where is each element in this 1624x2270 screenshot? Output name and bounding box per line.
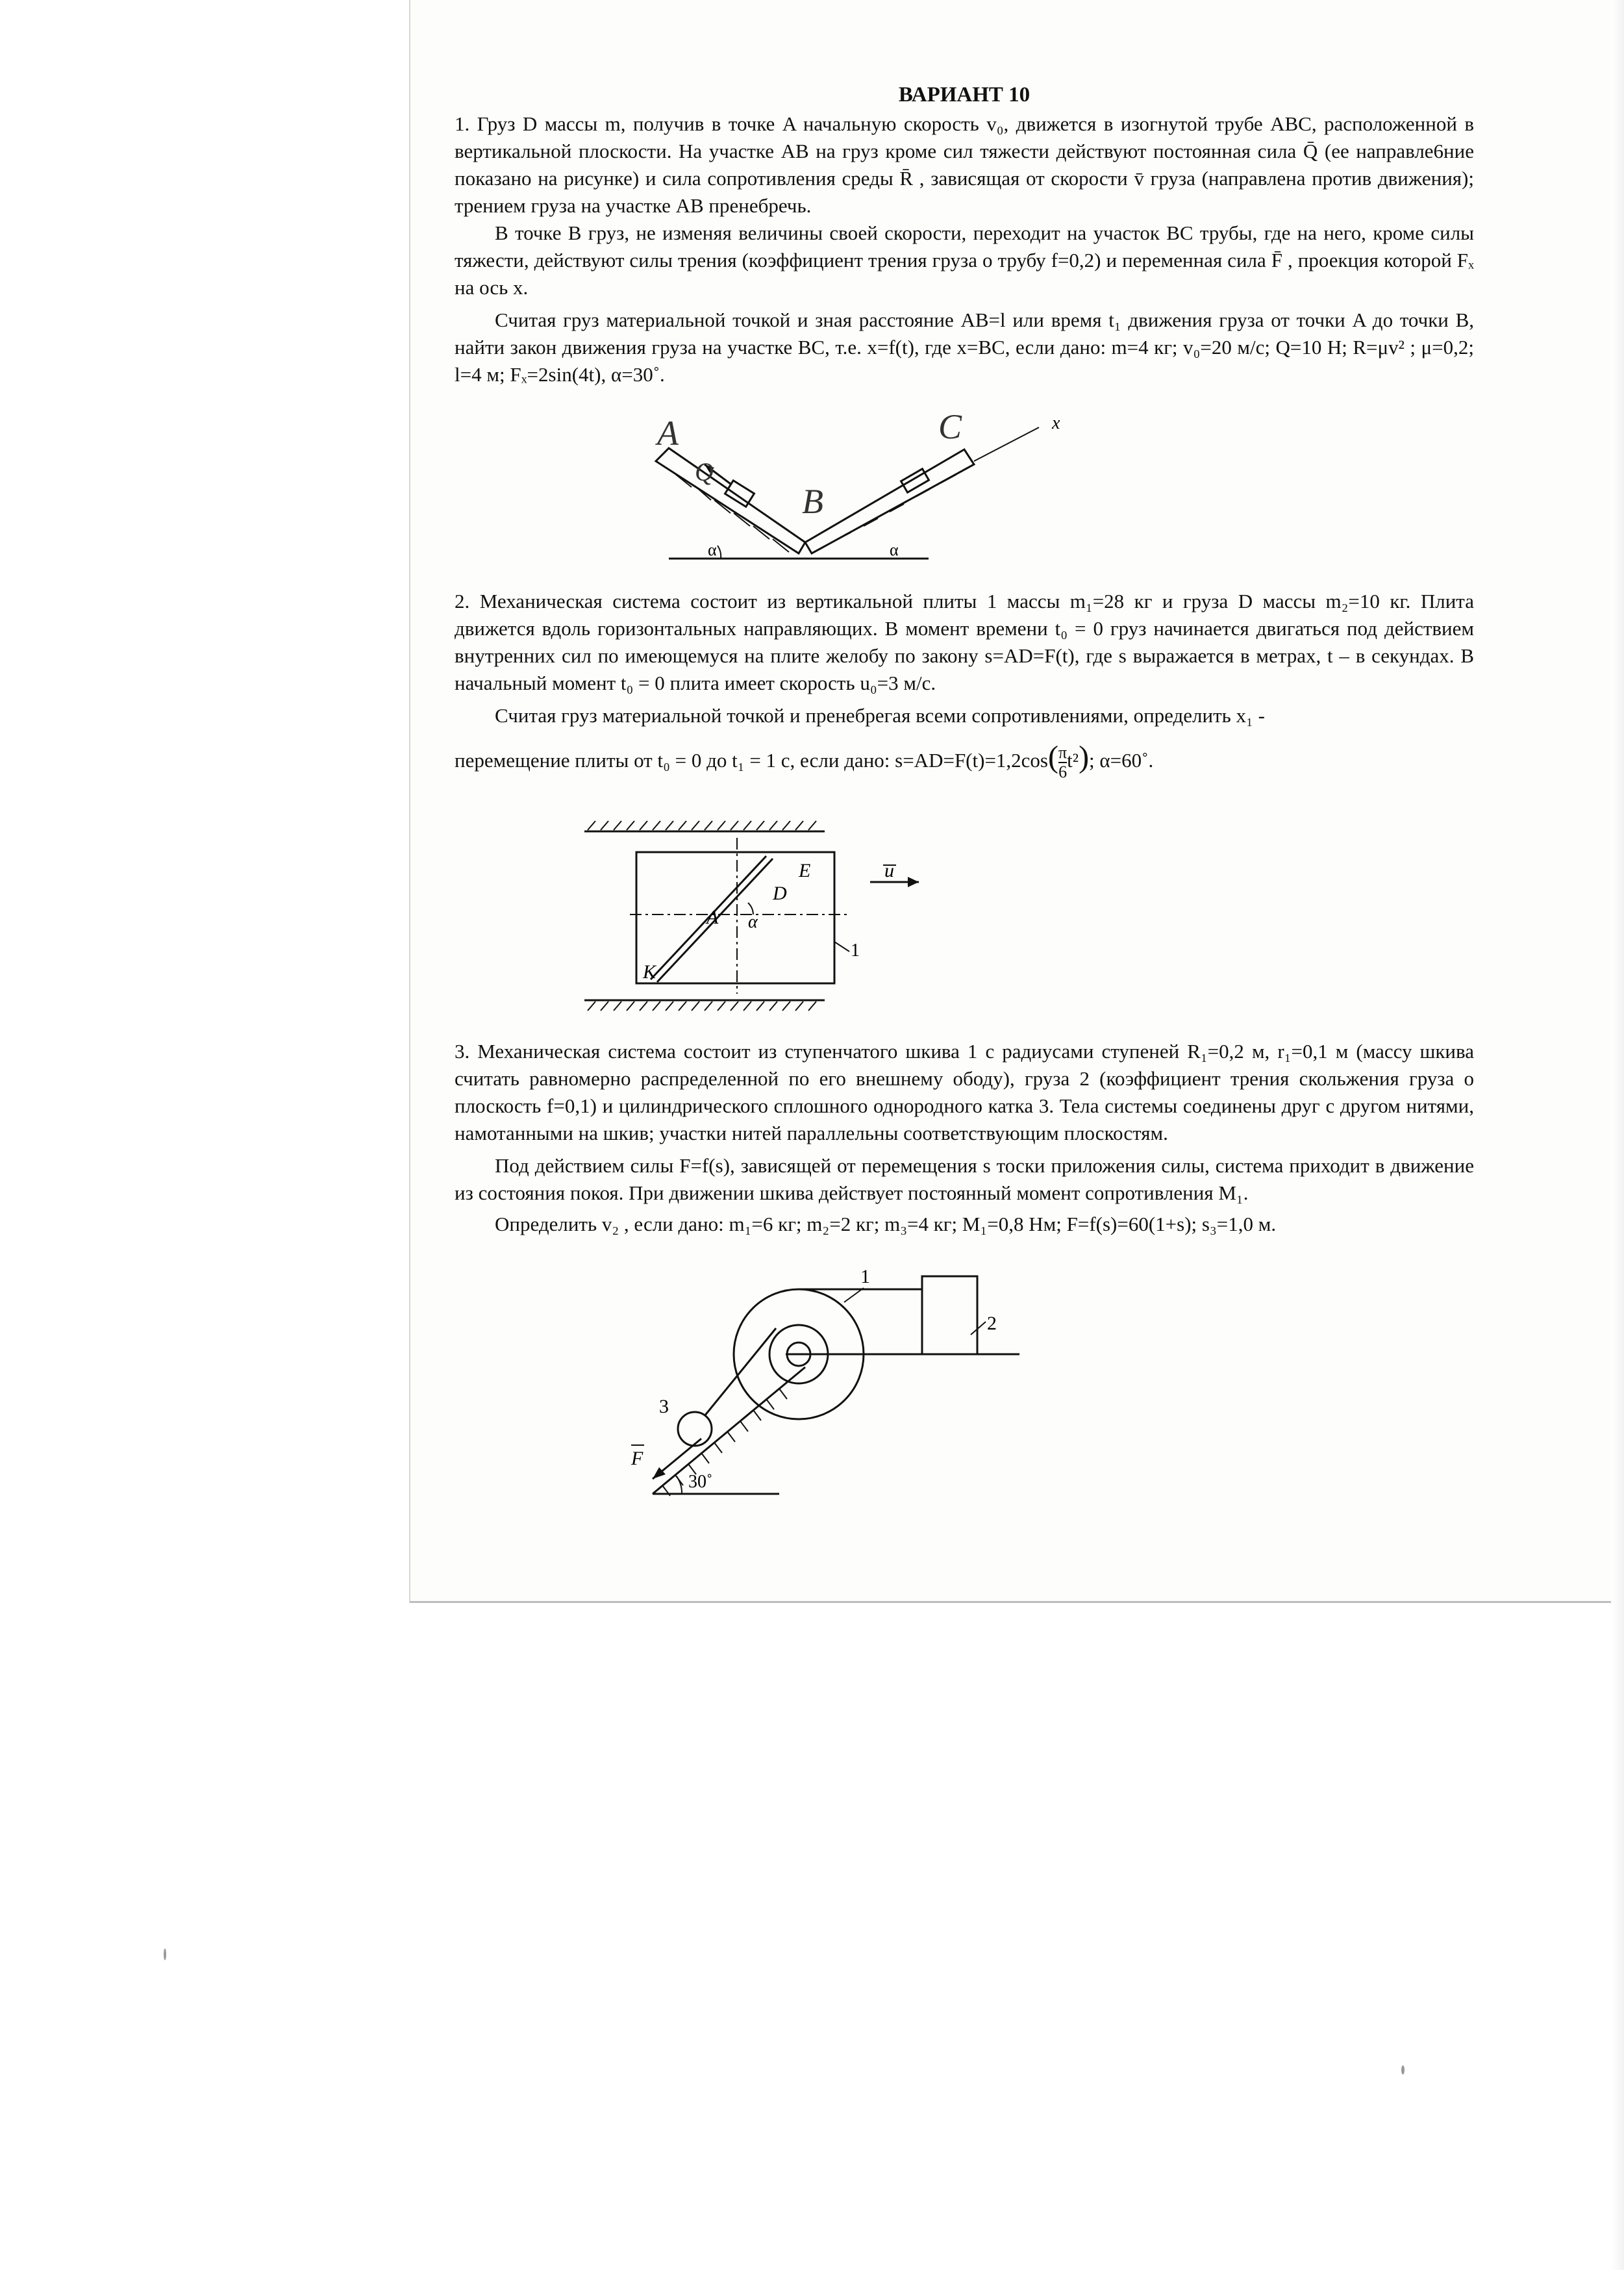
problem-3-task: Определить v₂ , если дано: m₁=6 кг; m₂=2 кг; m₃=4 кг; M₁=0,8 Нм; F=f(s)=60(1+s); s₃=1,0 м. xyxy=(495,1213,1277,1235)
formula-frac-den: 6 xyxy=(1058,763,1068,781)
problem-2 xyxy=(455,588,1474,781)
load-d xyxy=(725,481,755,507)
x-axis xyxy=(974,427,1039,461)
problem-3-conditions: Под действием силы F=f(s), зависящей от перемещения s тоски приложения силы, система приходит в движение из состояния покоя. При движении шкива действует постоянный момент сопротивления M₁. xyxy=(455,1154,1474,1204)
scan-speck xyxy=(1401,2065,1405,2075)
formula-t-squared: t² xyxy=(1067,749,1079,772)
figure-2-plate xyxy=(578,812,981,1026)
point-a-label: A xyxy=(706,907,719,928)
point-k-label: K xyxy=(643,961,656,983)
problem-1 xyxy=(455,110,1474,388)
problem-2-task: Считая груз материальной точкой и пренебрегая всеми сопротивлениями, определить x₁ - xyxy=(495,704,1265,727)
tube-bc xyxy=(805,449,974,553)
scan-speck xyxy=(164,1948,166,1960)
roller-3-label: 3 xyxy=(659,1396,669,1417)
figure-3-pulley xyxy=(623,1231,1078,1510)
load-2-label: 2 xyxy=(987,1313,997,1334)
figure-1-tube xyxy=(643,409,1097,572)
alpha-left-label: α xyxy=(708,540,717,559)
problem-2-formula: перемещение плиты от t₀ = 0 до t₁ = 1 с, если дано: s=AD=F(t)=1,2cos( $\frac{\pi}{6}$ t²); α=60˚. xyxy=(455,740,1154,781)
problem-1-section-bc: В точке B груз, не изменяя величины своей скорости, переходит на участок BC трубы, где на него, кроме силы тяжести, действуют силы трения (коэффициент трения груза о трубу f=0,2) и переменная сила F̄ , проекция которой Fₓ на ось x. xyxy=(455,221,1474,299)
alpha-label: α xyxy=(748,912,758,932)
pulley-label: 1 xyxy=(860,1266,870,1287)
load-2 xyxy=(922,1276,977,1354)
thread-to-roller xyxy=(705,1328,776,1416)
alpha-right-label: α xyxy=(890,540,899,559)
point-d-label: D xyxy=(773,883,787,904)
tube-ab xyxy=(656,448,805,553)
problem-1-statement: 1. Груз D массы m, получив в точке A начальную скорость v₀, движется в изогнутой трубе ABC, расположенной в вертикальной плоскости. На участке AB на груз кроме сил тяжести действуют постоянная сила Q̄ (ее направле6ние показано на рисунке) и сила сопротивления среды R̄ , зависящая от скорости v̄ груза (направлена против движения); трением груза на участке AB пренебречь. xyxy=(455,112,1474,217)
handwritten-q-label: Q xyxy=(695,457,714,486)
problem-3 xyxy=(455,1038,1474,1238)
page-title: ВАРИАНТ 10 xyxy=(898,83,1031,107)
angle-label: 30˚ xyxy=(688,1472,713,1492)
scan-edge xyxy=(1611,0,1624,2270)
problem-3-statement: 3. Механическая система состоит из ступенчатого шкива 1 с радиусами ступеней R₁=0,2 м, r₁=0,1 м (массу шкива считать равномерно распределенной по его внешнему ободу), груза 2 (коэффициент трения скольжения груза о плоскость f=0,1) и цилиндрического сплошного однородного катка 3. Тела системы соединены друг с другом нитями, намотанными на шкив; участки нитей параллельны соответствующим плоскостям. xyxy=(455,1040,1474,1144)
handwritten-c-label: C xyxy=(938,409,962,446)
x-axis-label: x xyxy=(1052,413,1060,433)
velocity-u-label: u xyxy=(884,860,894,881)
handwritten-b-label: B xyxy=(802,482,823,521)
point-e-label: E xyxy=(799,860,811,881)
incline-hatch xyxy=(662,1389,787,1496)
plate-number-label: 1 xyxy=(851,940,860,961)
roller-3 xyxy=(678,1412,712,1446)
problem-1-task: Считая груз материальной точкой и зная расстояние AB=l или время t₁ движения груза от точки A до точки B, найти закон движения груза на участке BC, т.е. x=f(t), где x=BC, если дано: m=4 кг; v₀=20 м/с; Q=10 Н; R=μv² ; μ=0,2; l=4 м; Fₓ=2sin(4t), α=30˚. xyxy=(455,309,1474,386)
load-right xyxy=(901,469,929,492)
problem-2-statement: 2. Механическая система состоит из вертикальной плиты 1 массы m₁=28 кг и груза D массы m₂=10 кг. Плита движется вдоль горизонтальных направляющих. В момент времени t₀ = 0 груз начинается двигаться под действием внутренних сил по имеющемуся на плите желобу по закону s=AD=F(t), где s выражается в метрах, t – в секундах. В начальный момент t₀ = 0 плита имеет скорость u₀=3 м/с. xyxy=(455,590,1474,694)
force-f-label: F xyxy=(631,1448,643,1469)
formula-frac-num: π xyxy=(1058,743,1068,762)
formula-text-pre: перемещение плиты от t₀ = 0 до t₁ = 1 с, если дано: s=AD=F(t)=1,2cos xyxy=(455,749,1049,772)
formula-text-post: ; α=60˚. xyxy=(1089,749,1154,772)
handwritten-a-label: A xyxy=(657,414,679,453)
